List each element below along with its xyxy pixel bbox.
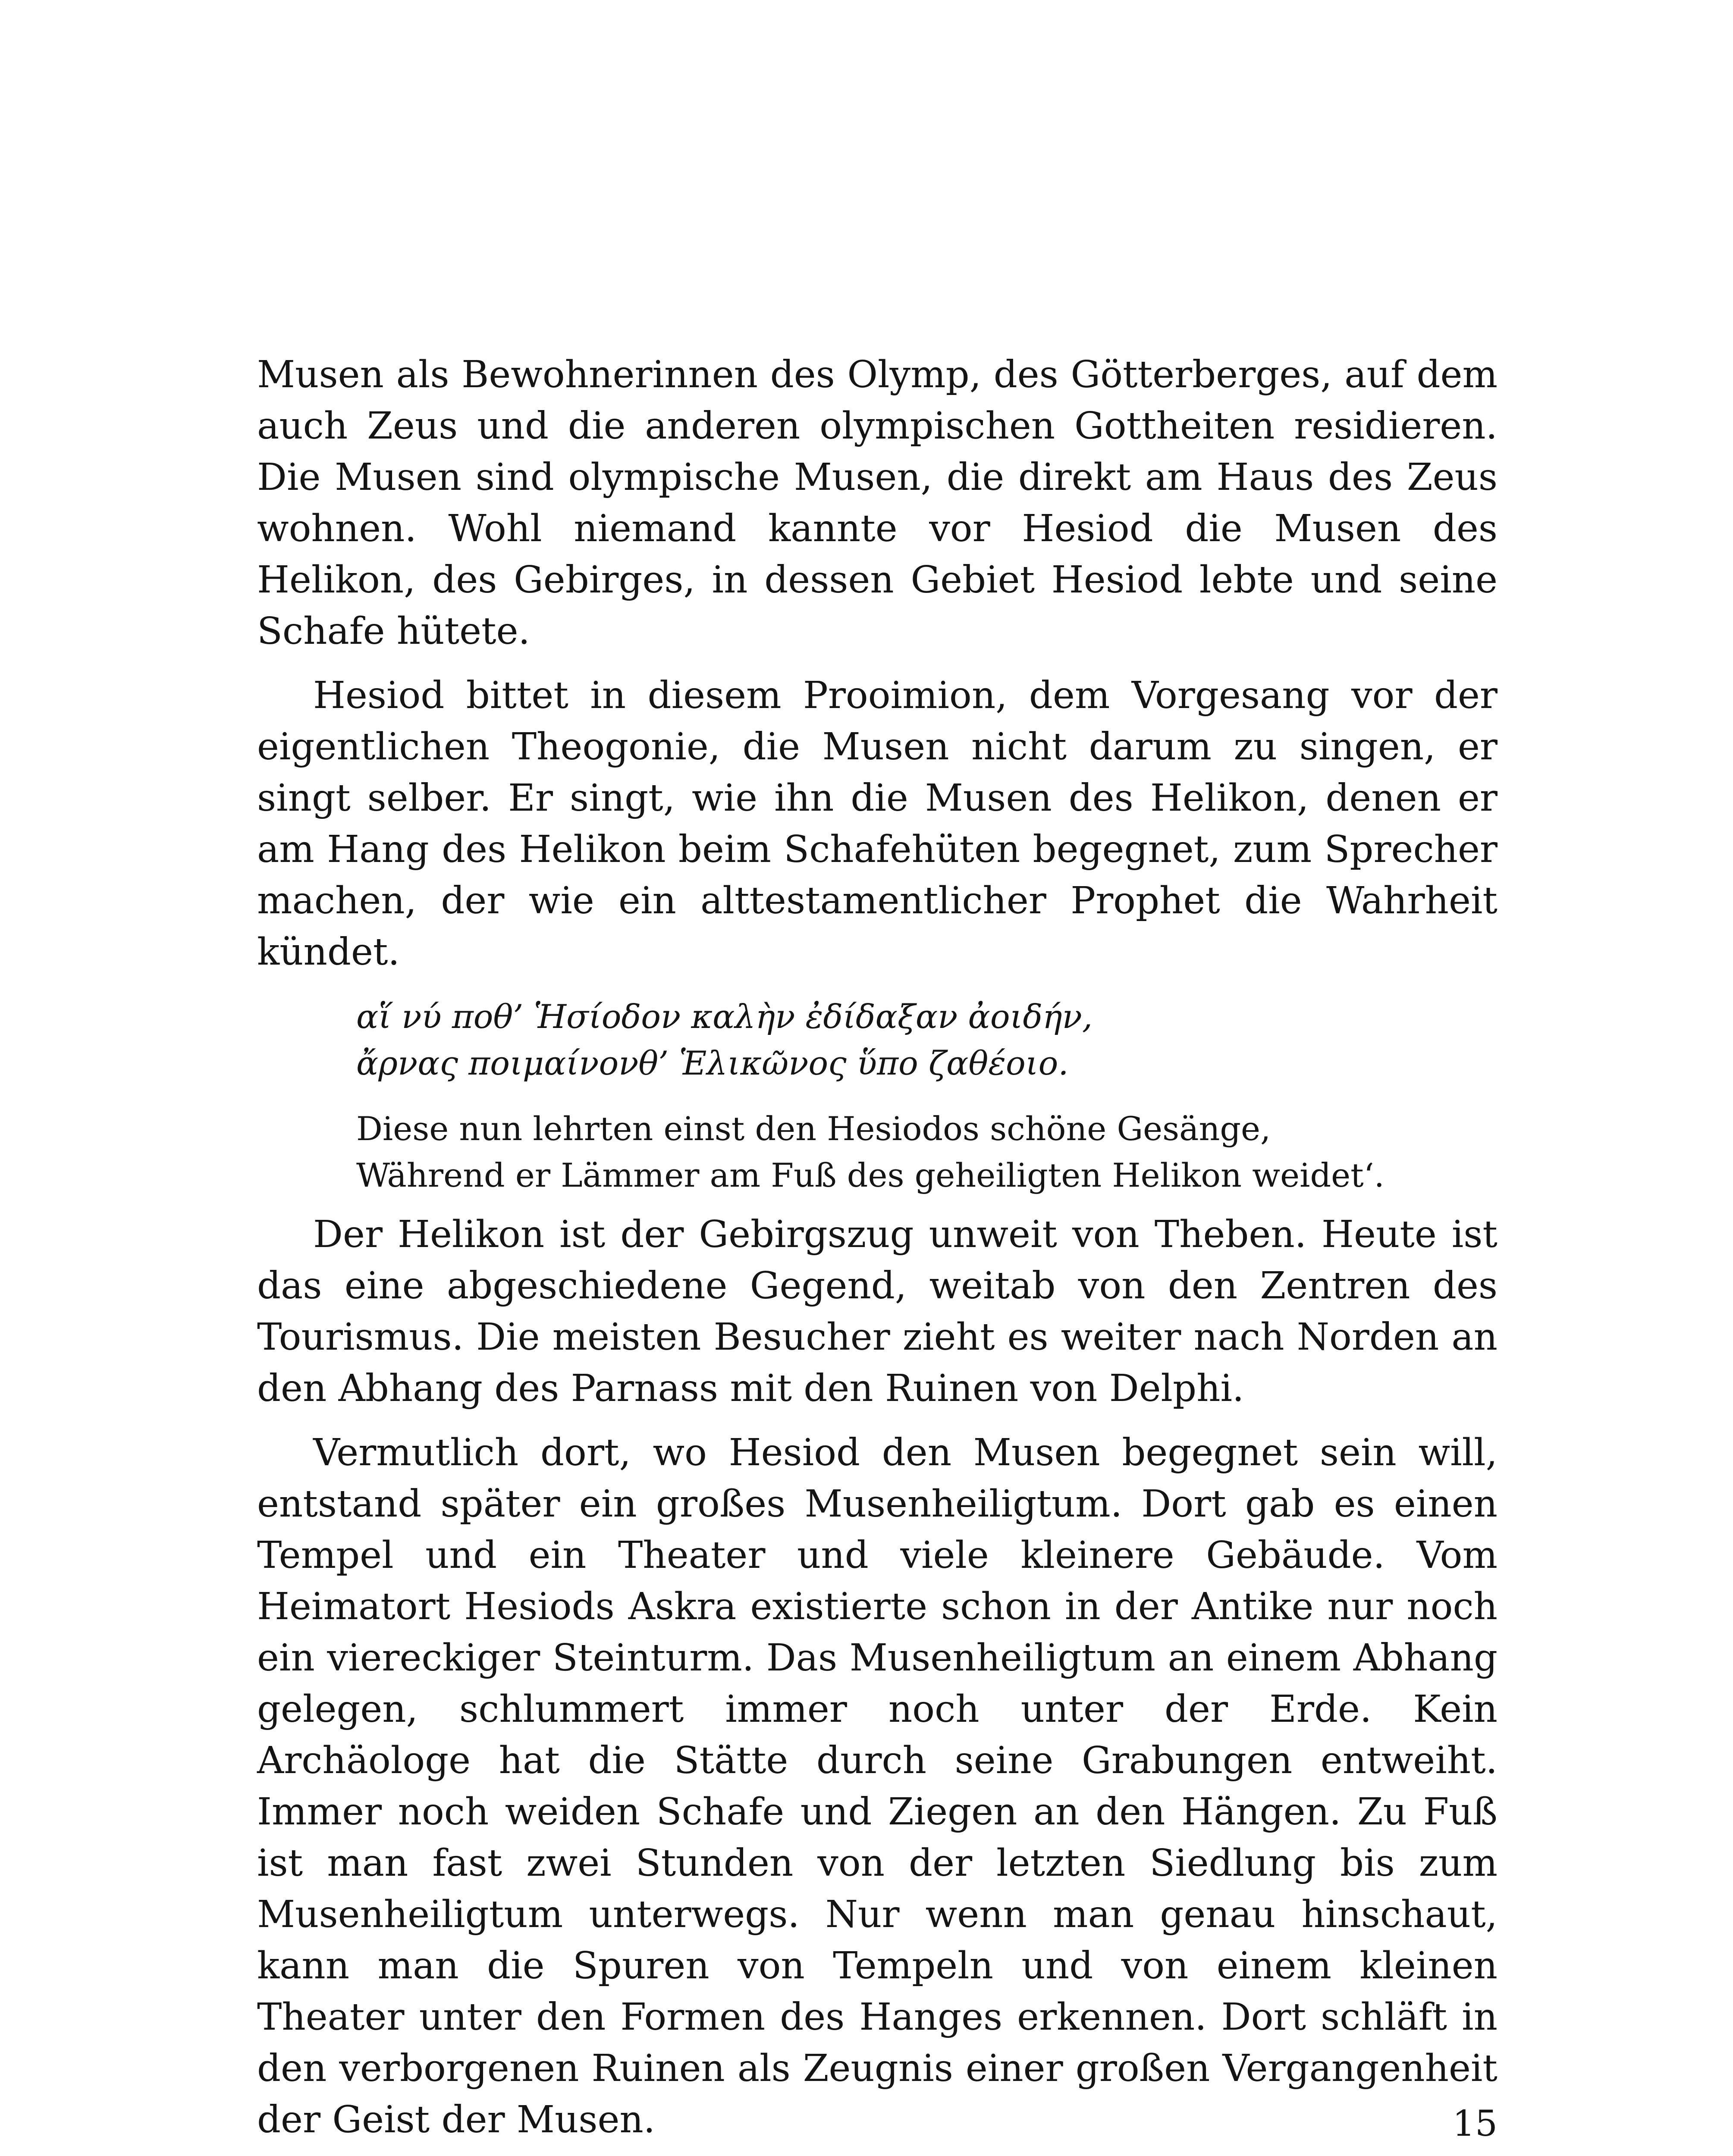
page-number: 15 [1452,2103,1498,2144]
paragraph-1: Musen als Bewohnerinnen des Olymp, des Götterberges, auf dem auch Zeus und die anderen olympischen Gottheiten residieren. Die Musen sind olympische Musen, die direkt am Haus des Zeus wohnen. Wohl niemand kannte vor Hesiod die Musen des Helikon, des Gebirges, in dessen Gebiet Hesiod lebte und seine Schafe hütete. [257,353,1498,653]
german-verse-line-1: Diese nun lehrten einst den Hesiodos schöne Gesänge, [356,1109,1271,1148]
verse-gap [356,1087,1498,1106]
greek-verse-line-2: ἄρνας ποιμαίνονθ’ Ἑλικῶνος ὕπο ζαθέοιο. [356,1044,1069,1082]
paragraph-3: Der Helikon ist der Gebirgszug unweit von Theben. Heute ist das eine abgeschiedene Gegend, weitab von den Zentren des Tourismus. Die meisten Besucher zieht es weiter nach Norden an den Abhang des Parnass mit den Ruinen von Delphi. [257,1213,1498,1410]
paragraph-4: Vermutlich dort, wo Hesiod den Musen begegnet sein will, entstand später ein großes Musenheiligtum. Dort gab es einen Tempel und ein Theater und viele kleinere Gebäude. Vom Heimatort Hesiods Askra existierte schon in der Antike nur noch ein viereckiger Steinturm. Das Musenheiligtum an einem Abhang gelegen, schlummert immer noch unter der Erde. Kein Archäologe hat die Stätte durch seine Grabungen entweiht. Immer noch weiden Schafe und Ziegen an den Hängen. Zu Fuß ist man fast zwei Stunden von der letzten Siedlung bis zum Musenheiligtum unterwegs. Nur wenn man genau hinschaut, kann man die Spuren von Tempeln und von einem kleinen Theater unter den Formen des Hanges erkennen. Dort schläft in den verborgenen Ruinen als Zeugnis einer großen Vergangenheit der Geist der Musen. [257,1431,1498,2141]
german-verse-line-2: Während er Lämmer am Fuß des geheiligten Helikon weidet‘. [356,1156,1385,1194]
verse-quotation [356,993,1498,1199]
greek-verse-line-1: αἵ νύ ποθ’ Ἡσίοδον καλὴν ἐδίδαξαν ἀοιδήν, [356,997,1093,1036]
body-text [257,349,1498,2146]
paragraph-2: Hesiod bittet in diesem Prooimion, dem Vorgesang vor der eigentlichen Theogonie, die Musen nicht darum zu singen, er singt selber. Er singt, wie ihn die Musen des Helikon, denen er am Hang des Helikon beim Schafehüten begegnet, zum Sprecher machen, der wie ein alttestamentlicher Prophet die Wahrheit kündet. [257,674,1498,974]
